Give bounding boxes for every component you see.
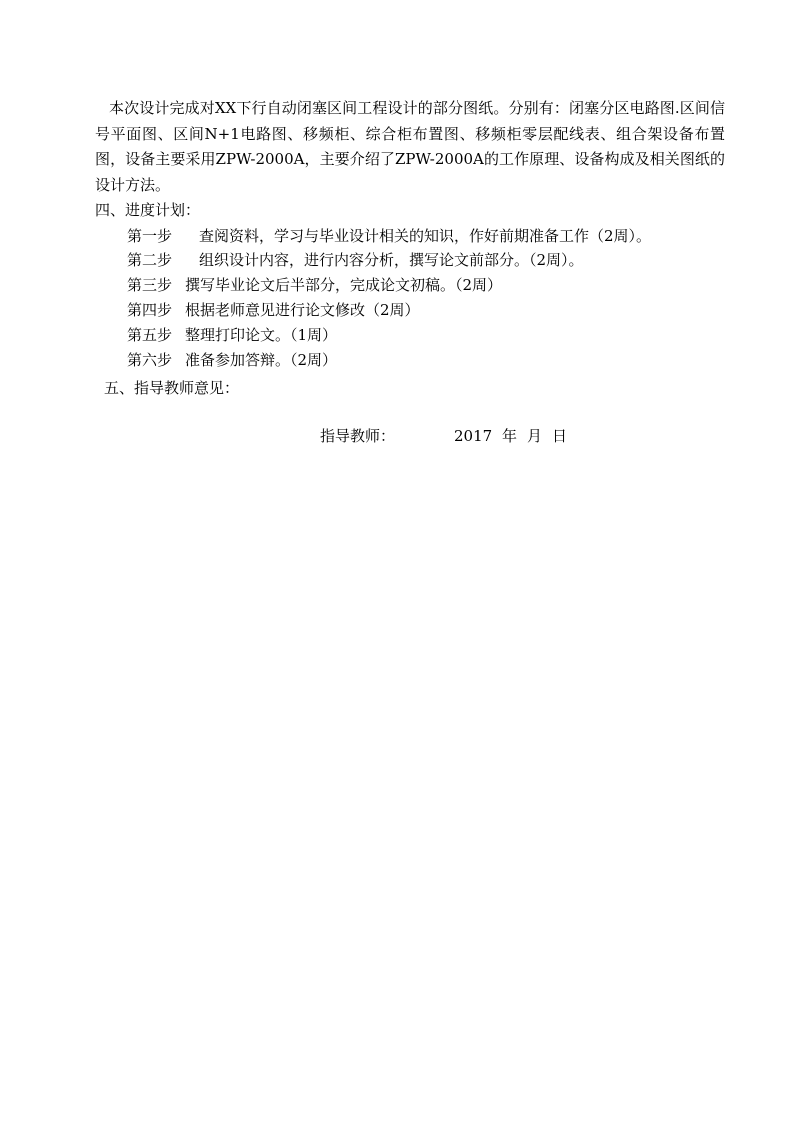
- signature-line: [320, 424, 567, 448]
- section-5-heading: 五、指导教师意见：: [104, 379, 240, 397]
- step-label: 第六步: [127, 351, 173, 369]
- step-label: 第四步: [127, 301, 173, 319]
- step-text: 根据老师意见进行论文修改（2周）: [185, 301, 420, 319]
- step-text: 撰写毕业论文后半部分，完成论文初稿。（2周）: [185, 276, 503, 294]
- signature-year: 2017: [454, 427, 493, 445]
- intro-paragraph: 本次设计完成对XX下行自动闭塞区间工程设计的部分图纸。分别有：闭塞分区电路图.区间信号平面图、区间N+1电路图、移频柜、综合柜布置图、移频柜零层配线表、组合架设备布置图，设备主要采用ZPW-2000A，主要介绍了ZPW-2000A的工作原理、设备构成及相关图纸的设计方法。: [95, 99, 725, 194]
- step-row: [127, 248, 584, 272]
- step-label: 第一步: [127, 227, 173, 245]
- year-unit: 年: [502, 427, 518, 445]
- step-row: [127, 224, 651, 248]
- step-text: 组织设计内容，进行内容分析，撰写论文前部分。（2周）。: [199, 251, 584, 269]
- step-label: 第五步: [127, 326, 173, 344]
- advisor-label: 指导教师：: [320, 427, 396, 445]
- step-label: 第三步: [127, 276, 173, 294]
- step-row: [127, 273, 502, 297]
- step-row: [127, 298, 420, 322]
- step-text: 查阅资料，学习与毕业设计相关的知识，作好前期准备工作（2周）。: [199, 227, 652, 245]
- section-4-heading: 四、进度计划：: [95, 201, 201, 219]
- day-unit: 日: [552, 427, 568, 445]
- step-text: 整理打印论文。（1周）: [185, 326, 338, 344]
- step-row: [127, 323, 337, 347]
- step-text: 准备参加答辩。（2周）: [185, 351, 338, 369]
- step-row: [127, 348, 337, 372]
- month-unit: 月: [527, 427, 543, 445]
- step-label: 第二步: [127, 251, 173, 269]
